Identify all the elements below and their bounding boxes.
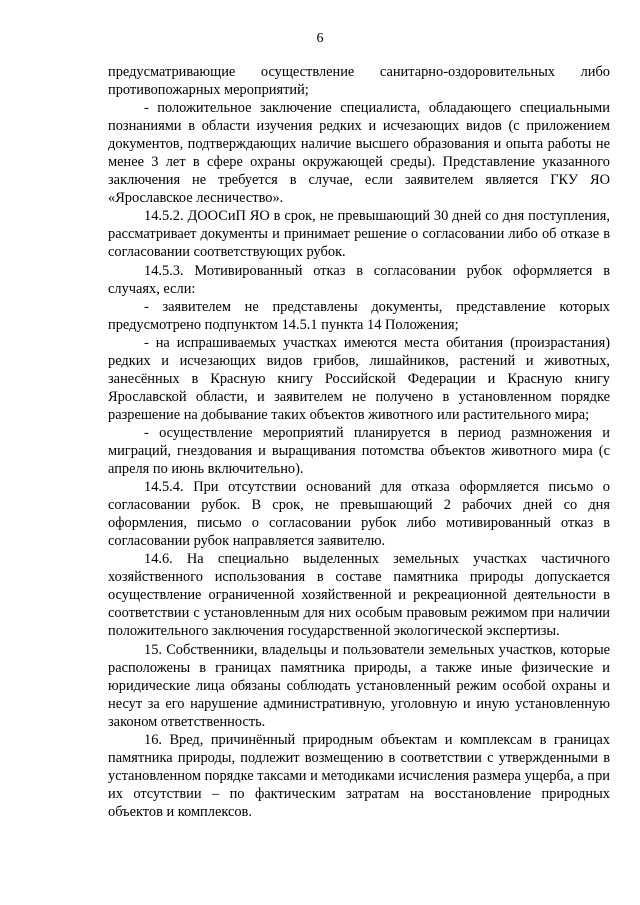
list-item-breeding-period: - осуществление мероприятий планируется в период размножения и миграций, гнездования и выращивания потомства объектов животного мира (с апреля по июнь включительно). xyxy=(108,424,610,478)
page-number: 6 xyxy=(316,31,324,46)
paragraph-14-6: 14.6. На специально выделенных земельных участках частичного хозяйственного использования в составе памятника природы допускается осуществление ограниченной хозяйственной и рекреационной деятельности в соответствии с установленным для них особым правовым режимом при наличии положительного заключения государственной экологической экспертизы. xyxy=(108,551,610,640)
list-item-specialist-conclusion: - положительное заключение специалиста, обладающего специальными познаниями в области изучения редких и исчезающих видов (с приложением документов, подтверждающих наличие высшего образования и опыта работы не менее 3 лет в сфере охраны окружающей среды). Представление указанного заключения не требуется в случае, если заявителем является ГКУ ЯО «Ярославское лесничество». xyxy=(108,100,610,207)
paragraph-16: 16. Вред, причинённый природным объектам и комплексам в границах памятника природы, подлежит возмещению в соответствии с утвержденными в установленном порядке таксами и методиками исчисления размера ущерба, а при их отсутствии – по фактическим затратам на восстановление природных объектов и комплексов. xyxy=(108,731,610,820)
paragraph-continuation: предусматривающие осуществление санитарно-оздоровительных либо противопожарных мероприятий; xyxy=(108,64,610,99)
list-item-documents-missing: - заявителем не представлены документы, представление которых предусмотрено подпунктом 14.5.1 пункта 14 Положения; xyxy=(108,298,610,333)
document-body xyxy=(108,63,610,821)
list-item-rare-species-habitat: - на испрашиваемых участках имеются места обитания (произрастания) редких и исчезающих видов грибов, лишайников, растений и животных, занесённых в Красную книгу Российской Федерации и Красную книгу Ярославской области, и заявителем не получено в установленном порядке разрешение на добывание таких объектов животного или растительного мира; xyxy=(108,334,610,423)
paragraph-14-5-4: 14.5.4. При отсутствии оснований для отказа оформляется письмо о согласовании рубок. В срок, не превышающий 2 рабочих дней со дня оформления, письмо о согласовании рубок либо мотивированный отказ в согласовании рубок направляется заявителю. xyxy=(108,479,610,550)
paragraph-14-5-3: 14.5.3. Мотивированный отказ в согласовании рубок оформляется в случаях, если: xyxy=(108,262,610,297)
paragraph-15: 15. Собственники, владельцы и пользователи земельных участков, которые расположены в границах памятника природы, а также иные физические и юридические лица обязаны соблюдать установленный режим особой охраны и несут за его нарушение административную, уголовную и иную установленную законом ответственность. xyxy=(108,641,610,730)
paragraph-14-5-2: 14.5.2. ДООСиП ЯО в срок, не превышающий 30 дней со дня поступления, рассматривает документы и принимает решение о согласовании либо об отказе в согласовании соответствующих рубок. xyxy=(108,208,610,261)
